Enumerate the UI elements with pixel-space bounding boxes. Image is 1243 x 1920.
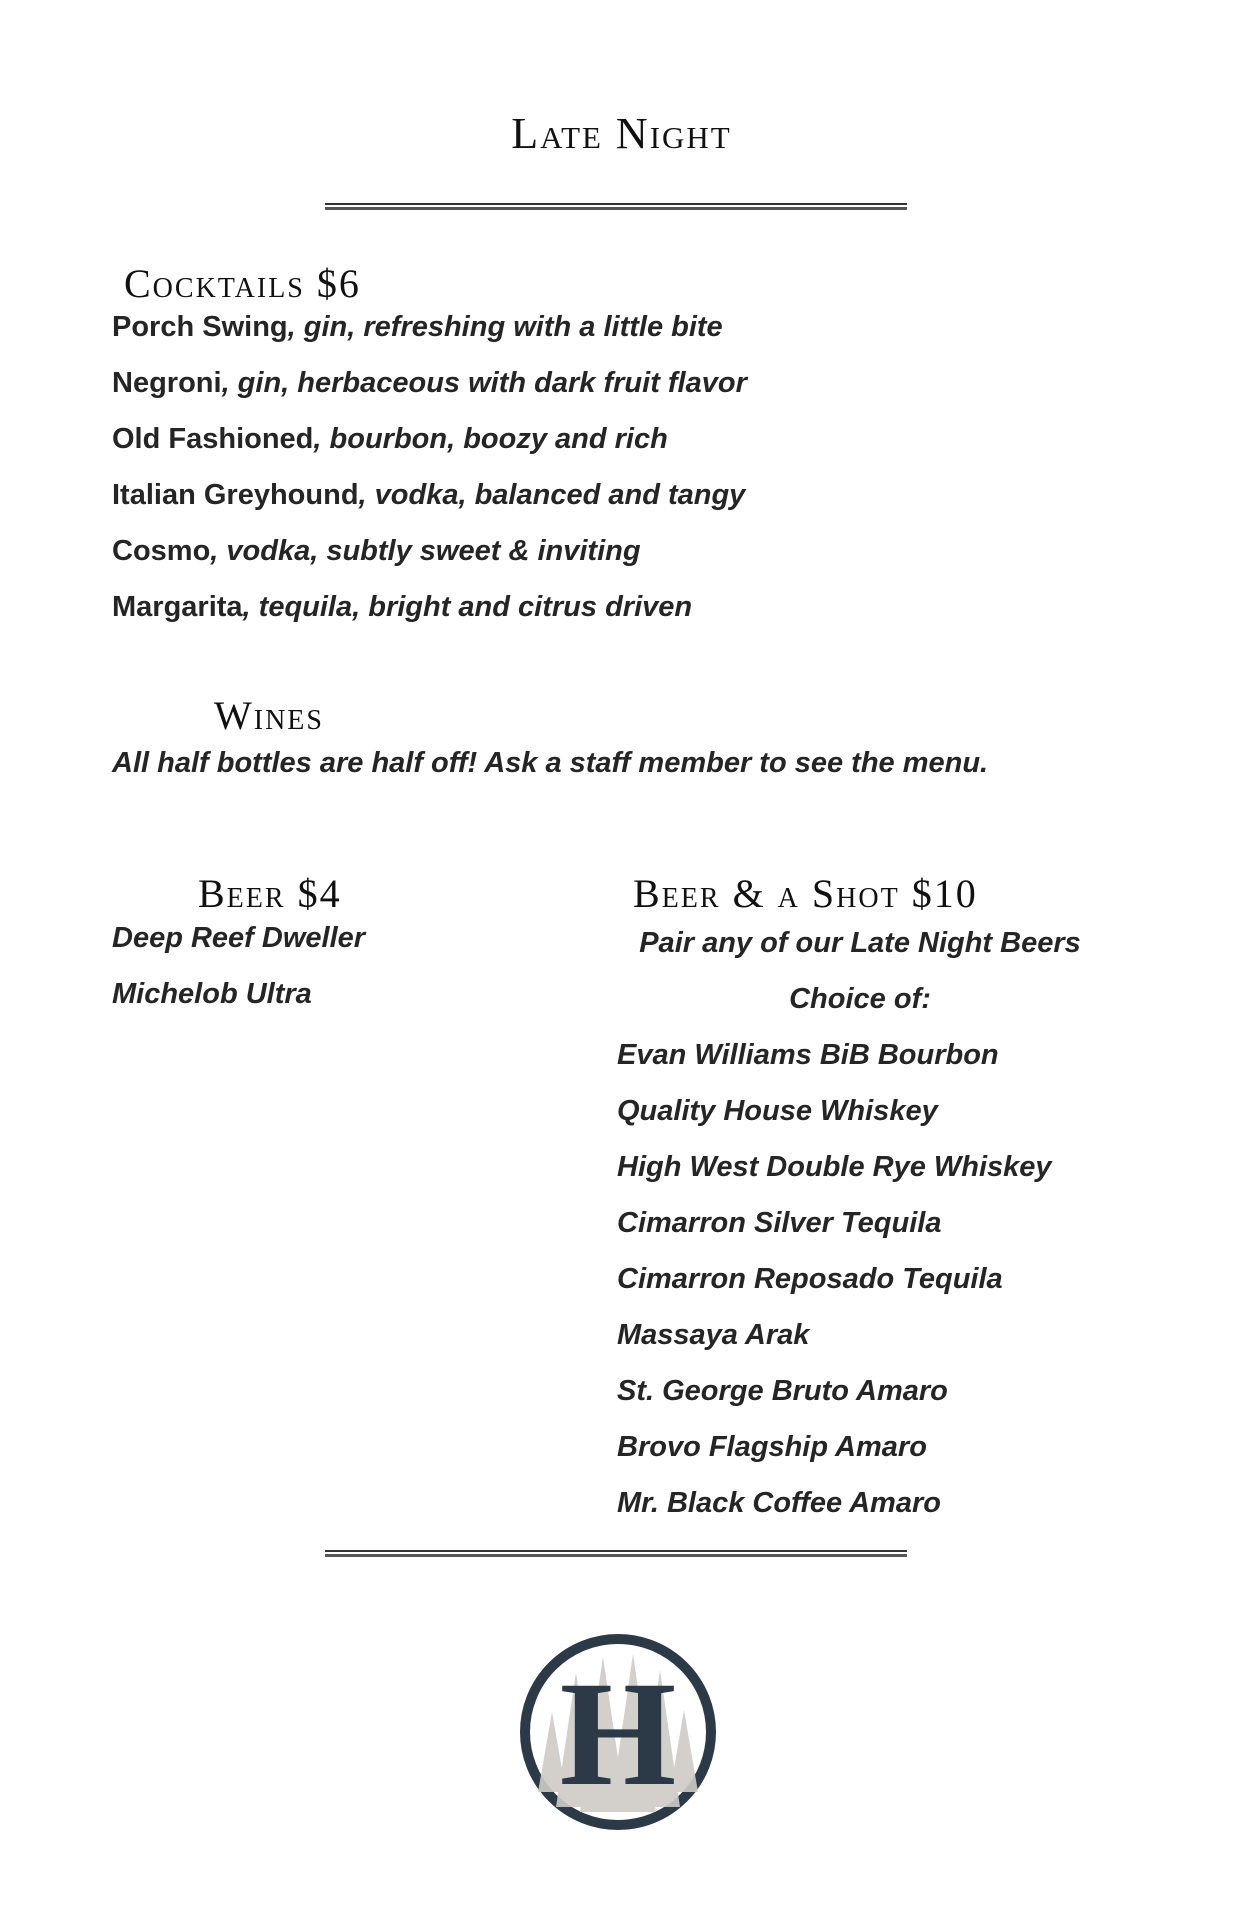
wines-heading: Wines (214, 693, 324, 738)
cocktail-desc: , vodka, balanced and tangy (358, 479, 746, 511)
cocktail-desc: , bourbon, boozy and rich (313, 423, 668, 455)
top-divider (325, 203, 907, 210)
cocktail-name: Porch Swing (112, 311, 288, 343)
shot-item: St. George Bruto Amaro (617, 1375, 948, 1407)
cocktail-name: Italian Greyhound (112, 479, 359, 511)
shot-item: Mr. Black Coffee Amaro (617, 1487, 941, 1519)
cocktail-desc: , gin, refreshing with a little bite (287, 311, 723, 343)
shot-item: Brovo Flagship Amaro (617, 1431, 927, 1463)
cocktail-name: Cosmo (112, 535, 211, 567)
beer-shot-intro: Pair any of our Late Night Beers (639, 927, 1081, 959)
logo-emblem (518, 1632, 718, 1832)
beer-shot-heading: Beer & a Shot $10 (633, 871, 978, 916)
wines-note: All half bottles are half off! Ask a staff member to see the menu. (112, 747, 989, 779)
shot-item: High West Double Rye Whiskey (617, 1151, 1052, 1183)
cocktail-item (112, 423, 668, 456)
logo-letter: H (559, 1651, 677, 1817)
bottom-divider (325, 1550, 907, 1557)
shot-item: Cimarron Reposado Tequila (617, 1263, 1003, 1295)
cocktail-item (112, 311, 723, 344)
cocktail-desc: , vodka, subtly sweet & inviting (210, 535, 641, 567)
page-title: Late Night (511, 109, 732, 158)
cocktail-name: Old Fashioned (112, 423, 314, 455)
shot-item: Quality House Whiskey (617, 1095, 938, 1127)
cocktail-name: Negroni (112, 367, 222, 399)
shot-item: Evan Williams BiB Bourbon (617, 1039, 999, 1071)
cocktail-item (112, 535, 641, 568)
cocktail-item (112, 591, 692, 624)
beer-item: Michelob Ultra (112, 978, 312, 1010)
cocktail-item (112, 367, 747, 400)
cocktail-desc: , gin, herbaceous with dark fruit flavor (221, 367, 747, 399)
shot-item: Cimarron Silver Tequila (617, 1207, 942, 1239)
cocktail-desc: , tequila, bright and citrus driven (242, 591, 693, 623)
cocktail-item (112, 479, 745, 512)
cocktail-name: Margarita (112, 591, 243, 623)
beer-shot-choice-label: Choice of: (789, 983, 931, 1015)
beer-heading: Beer $4 (198, 871, 342, 916)
beer-item: Deep Reef Dweller (112, 922, 366, 954)
cocktails-heading: Cocktails $6 (124, 261, 361, 306)
shot-item: Massaya Arak (617, 1319, 810, 1351)
